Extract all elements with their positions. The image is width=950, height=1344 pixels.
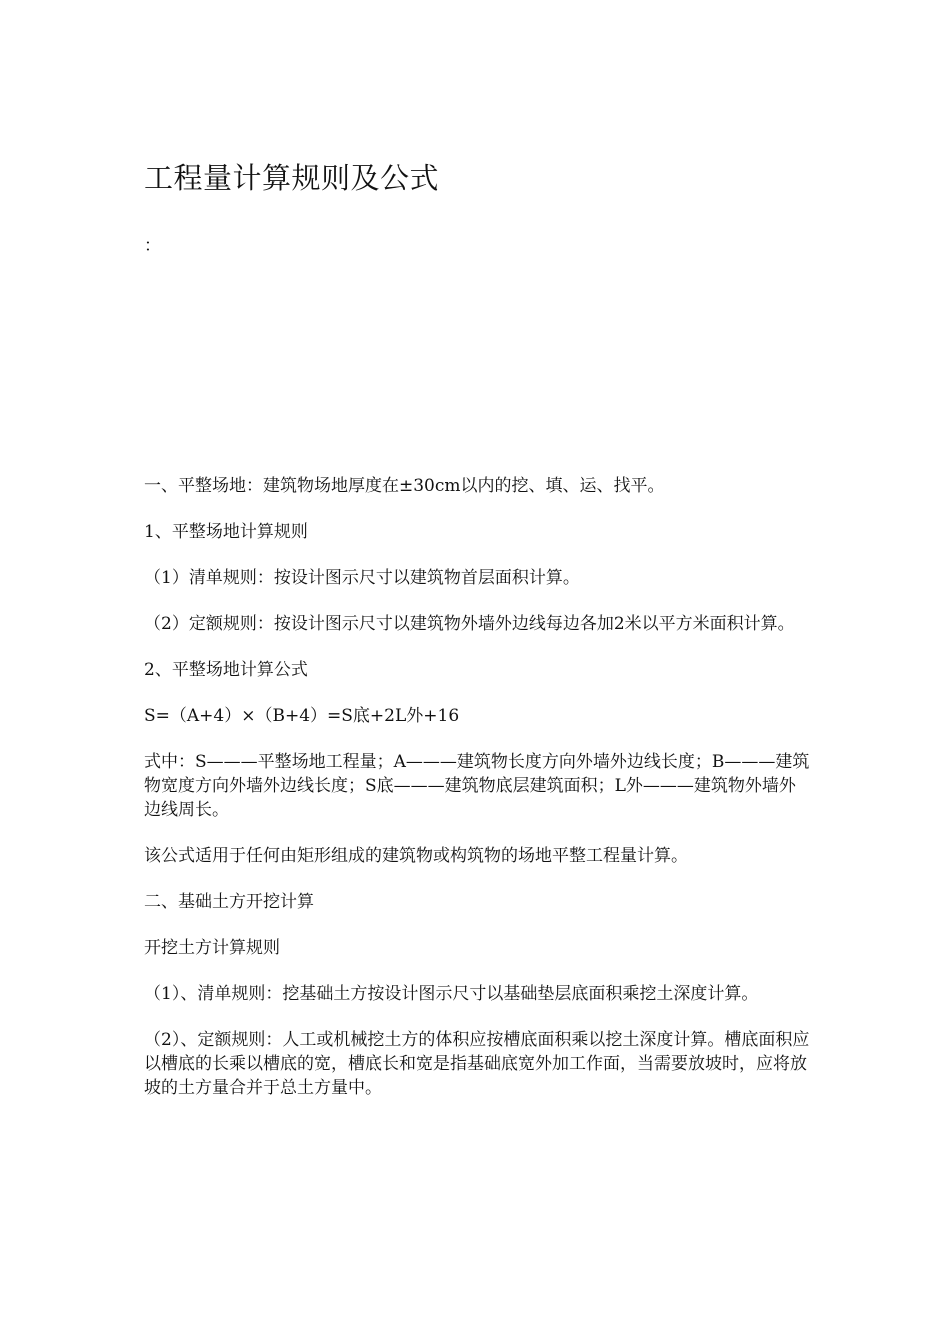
paragraph-excavation-quota-rule: （2）、定额规则：人工或机械挖土方的体积应按槽底面积乘以挖土深度计算。槽底面积应以槽底的长乘以槽底的宽，槽底长和宽是指基础底宽外加工作面，当需要放坡时，应将放坡的土方量合并于总土方量中。 [144, 1030, 810, 1098]
paragraph-rule-heading: 1、平整场地计算规则 [144, 522, 308, 542]
paragraph-section-1-heading: 一、平整场地：建筑物场地厚度在±30cm以内的挖、填、运、找平。 [144, 476, 665, 496]
paragraph-formula-applicability: 该公式适用于任何由矩形组成的建筑物或构筑物的场地平整工程量计算。 [144, 846, 688, 866]
paragraph-excavation-rule-heading: 开挖土方计算规则 [144, 938, 280, 958]
paragraph-formula-heading: 2、平整场地计算公式 [144, 660, 308, 680]
document-body [144, 474, 812, 1122]
paragraph-formula-explanation: 式中：S———平整场地工程量；A———建筑物长度方向外墙外边线长度；B———建筑物宽度方向外墙外边线长度；S底———建筑物底层建筑面积；L外———建筑物外墙外边线周长。 [144, 752, 810, 820]
paragraph-quota-rule: （2）定额规则：按设计图示尺寸以建筑物外墙外边线每边各加2米以平方米面积计算。 [144, 614, 795, 634]
colon-mark: ： [144, 236, 161, 256]
paragraph-excavation-list-rule: （1）、清单规则：挖基础土方按设计图示尺寸以基础垫层底面积乘挖土深度计算。 [144, 984, 759, 1004]
document-title: 工程量计算规则及公式 [144, 161, 440, 195]
paragraph-formula: S=（A+4）×（B+4）=S底+2L外+16 [144, 706, 460, 726]
paragraph-list-rule: （1）清单规则：按设计图示尺寸以建筑物首层面积计算。 [144, 568, 580, 588]
paragraph-section-2-heading: 二、基础土方开挖计算 [144, 892, 314, 912]
